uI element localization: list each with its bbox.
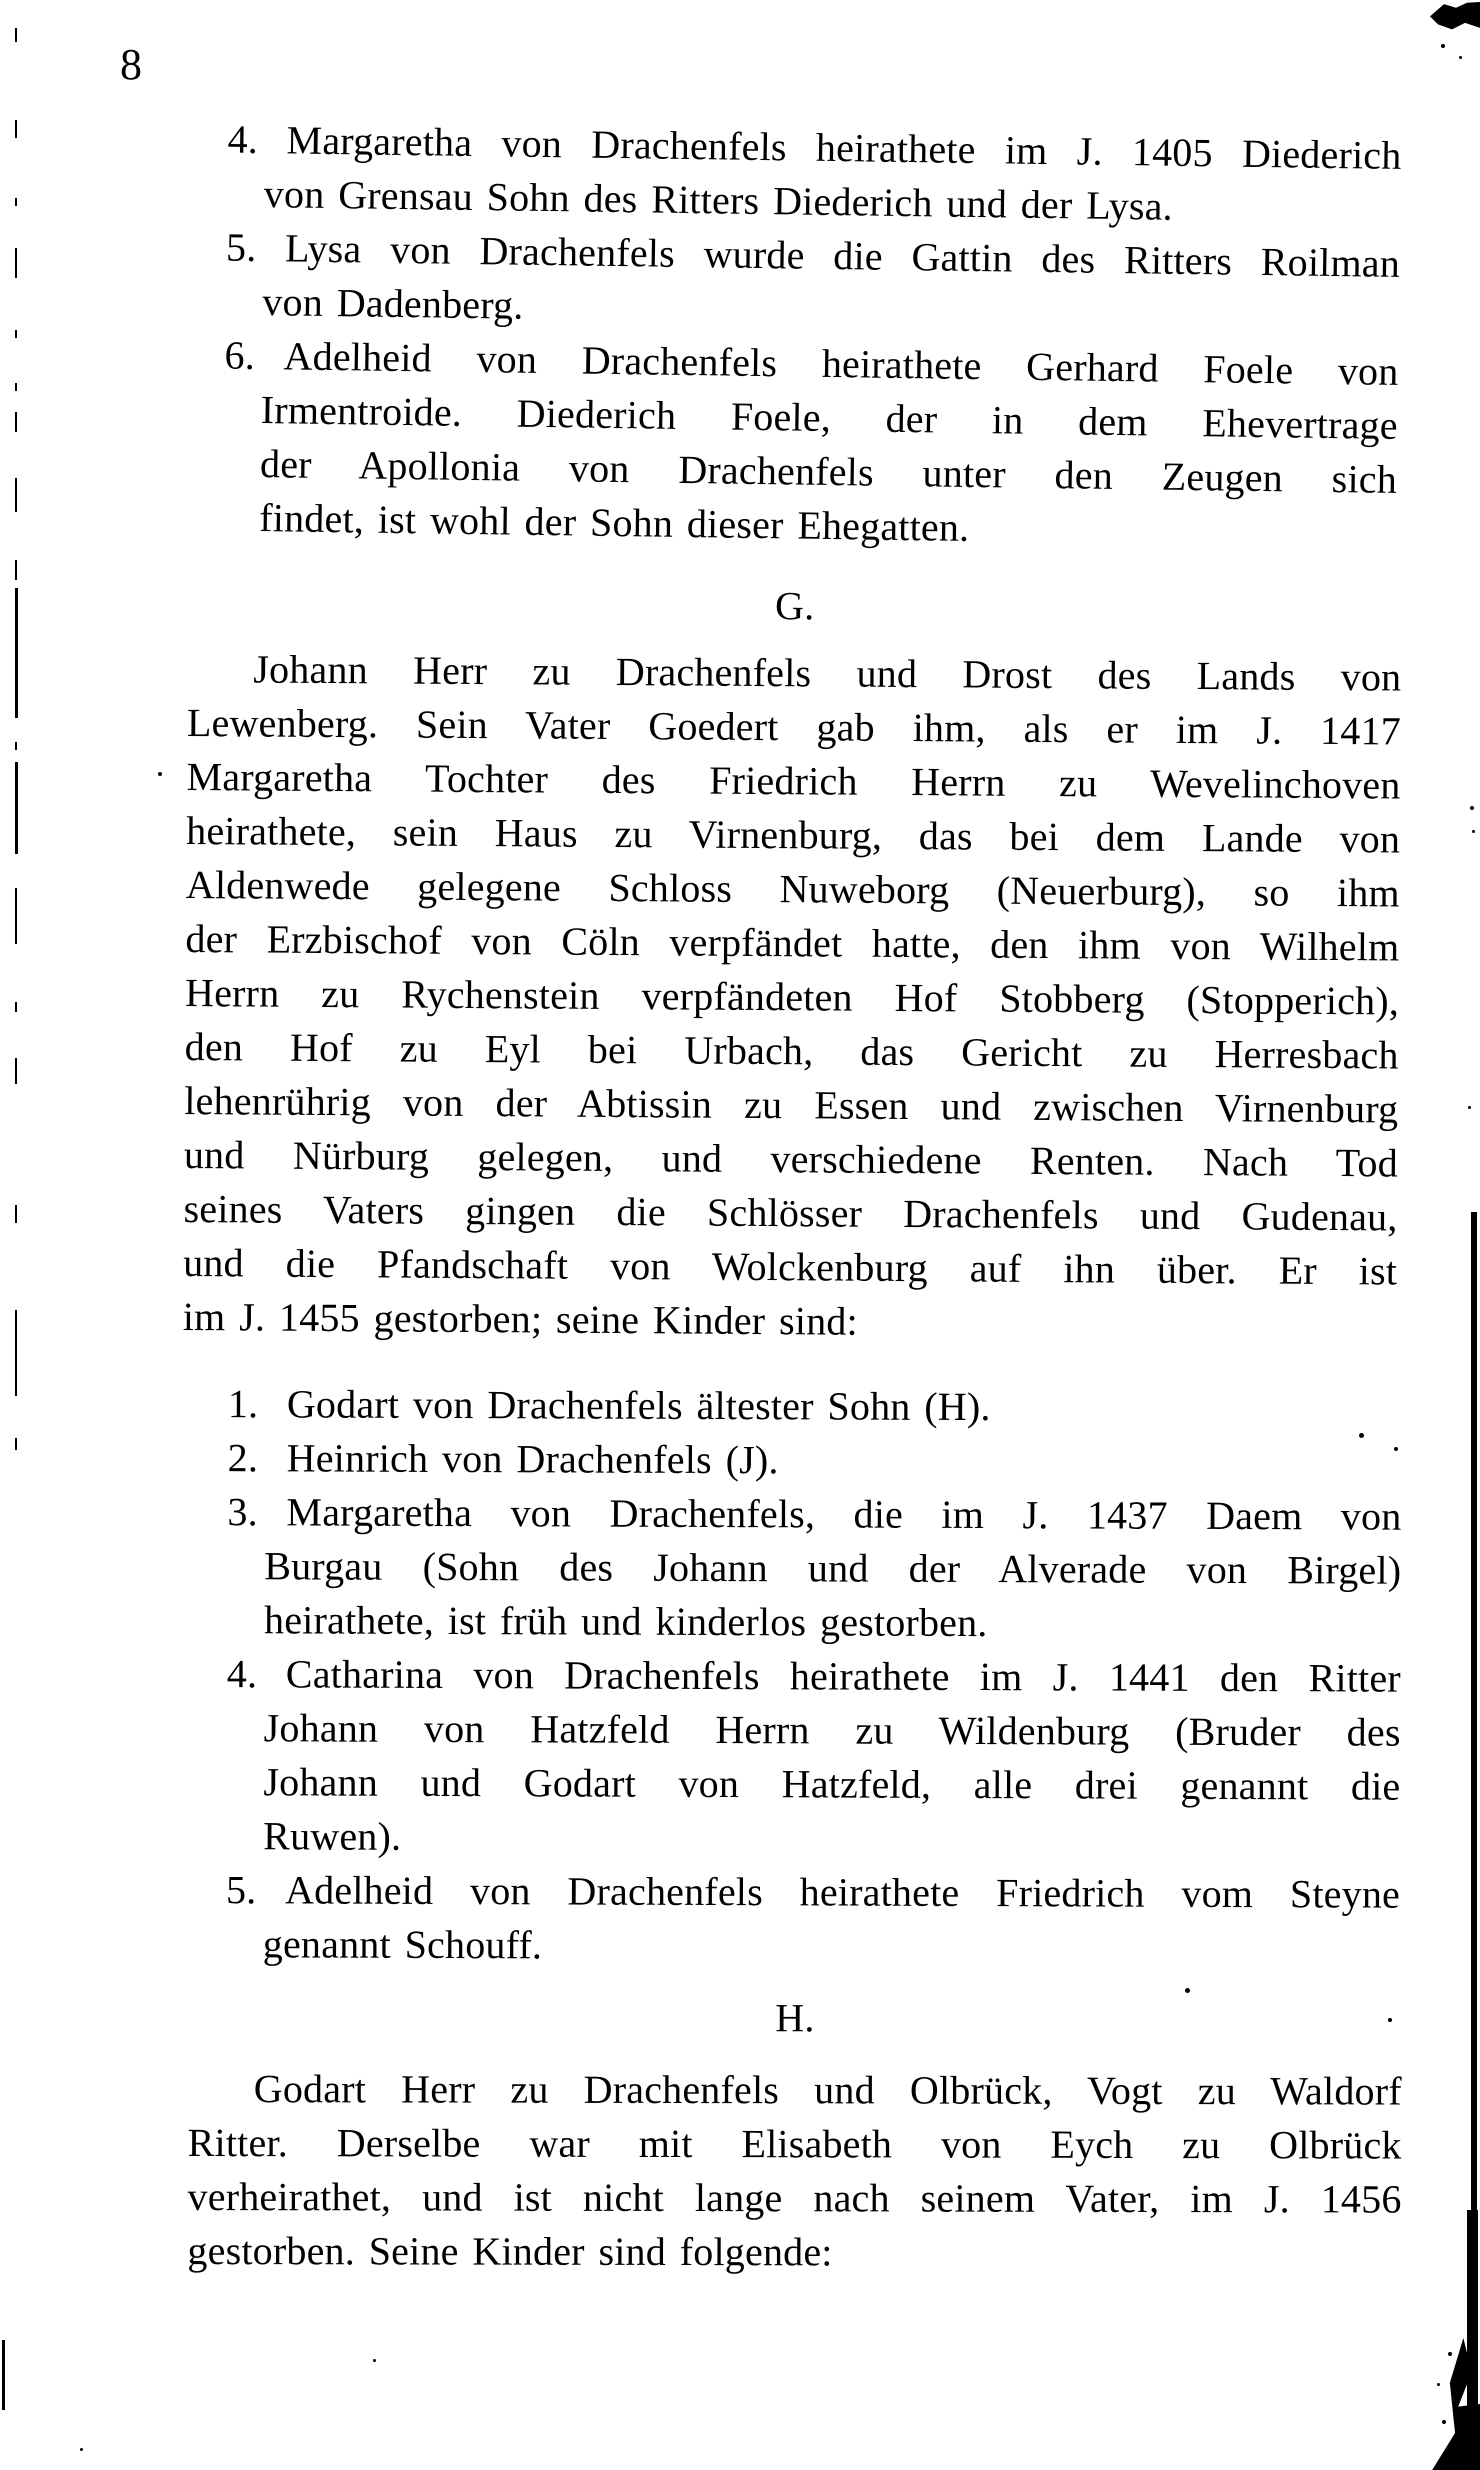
text-line: heirathete, ist früh und kinderlos gestorben. [263,1597,988,1646]
scan-artifact-speck [1472,830,1475,833]
list-item [227,1485,1402,1651]
scan-artifact-left-dash [15,330,17,338]
scan-artifact-speck [1441,44,1445,48]
scan-artifact-speck [1437,2383,1440,2386]
scan-artifact-left-dash [15,120,17,138]
scan-artifact-left-dash [15,1438,17,1450]
scan-artifact-left-dash [15,28,17,42]
text-line: Lewenberg. Sein Vater Goedert gab ihm, als er im J. 1417 [186,699,1402,754]
numbered-list-f [182,112,1402,561]
text-line: Margaretha von Drachenfels heirathete im J. 1405 Diederich [286,117,1402,178]
numbered-list-g-children [186,1377,1402,1976]
list-item-number: 2. [227,1435,259,1481]
text-line: Johann und Godart von Hatzfeld, alle drei genannt die [263,1759,1401,1809]
list-item [225,1863,1401,1975]
page-content [182,112,1402,2278]
list-item [227,113,1402,237]
list-item-text [262,221,1400,345]
text-line: Johann von Hatzfeld Herrn zu Wildenburg (Bruder des [263,1705,1401,1755]
text-line: Aldenwede gelegene Schloss Nuweborg (Neuerburg), so ihm [185,861,1400,916]
text-line: Herrn zu Rychenstein verpfändeten Hof Stobberg (Stopperich), [184,969,1400,1024]
text-line: von Grensau Sohn des Ritters Diederich und der Lysa. [263,171,1174,229]
section-h [187,1990,1402,2281]
scan-artifact-left-dash [15,588,18,718]
text-line: Adelheid von Drachenfels heirathete Gerhard Foele von [283,333,1399,394]
text-line: Catharina von Drachenfels heirathete im J. 1441 den Ritter [285,1651,1401,1701]
list-item-text [263,1863,1400,1975]
text-line: der Erzbischof von Cöln verpfändet hatte, den ihm von Wilhelm [185,915,1400,970]
scan-artifact-left-dash [15,762,18,854]
paragraph-g [183,642,1402,1352]
text-line: Margaretha von Drachenfels, die im J. 1437 Daem von [286,1489,1402,1539]
text-line: heirathete, sein Haus zu Virnenburg, das bei dem Lande von [186,807,1401,862]
list-item-number: 3. [227,1489,258,1535]
text-line: den Hof zu Eyl bei Urbach, das Gericht zu Herresbach [184,1023,1399,1078]
text-line: seines Vaters gingen die Schlösser Drachenfels und Gudenau, [183,1185,1398,1240]
text-line: von Dadenberg. [262,279,524,328]
text-line: Burgau (Sohn des Johann und der Alverade von Birgel) [264,1543,1402,1593]
scan-artifact-top-right-blob [1430,2,1480,38]
page-number: 8 [120,40,143,89]
text-line: Lysa von Drachenfels wurde die Gattin des Ritters Roilman [284,225,1401,286]
text-line: im J. 1455 gestorben; seine Kinder sind: [182,1293,859,1344]
text-line: Godart Herr zu Drachenfels und Olbrück, Vogt zu Waldorf [253,2066,1402,2114]
scan-artifact-left-dash [15,1002,17,1012]
list-item-text [263,1647,1401,1867]
list-item [226,1647,1401,1867]
scan-artifact-speck [1185,1988,1190,1993]
scan-artifact-left-dash [15,383,17,391]
section-g [183,575,1402,1352]
list-item [227,1377,1402,1435]
scan-artifact-left-dash [15,1310,17,1396]
scan-artifact-left-dash [2,2340,5,2410]
list-item-number: 4. [226,1651,258,1697]
text-line: Margaretha Tochter des Friedrich Herrn zu Wevelinchoven [186,753,1401,808]
text-line: Adelheid von Drachenfels heirathete Friedrich vom Steyne [284,1867,1401,1917]
list-item-text [265,1377,1402,1435]
scan-artifact-left-dash [15,478,17,512]
scan-artifact-speck [1470,806,1474,810]
list-item-number: 5. [225,224,257,270]
list-item-text [259,329,1399,561]
text-line: gestorben. Seine Kinder sind folgende: [187,2227,833,2275]
list-item [224,329,1399,561]
text-line: findet, ist wohl der Sohn dieser Ehegatten. [259,495,970,550]
list-item [225,221,1401,345]
text-line: genannt Schouff. [262,1921,543,1968]
list-item-number: 5. [225,1867,257,1913]
scan-artifact-left-dash [15,888,17,944]
text-line: Johann Herr zu Drachenfels und Drost des Lands von [253,646,1402,700]
scan-artifact-speck [1448,2352,1452,2356]
scan-artifact-speck [1442,2420,1446,2424]
list-item-text [263,113,1401,237]
text-line: Heinrich von Drachenfels (J). [286,1435,779,1483]
text-line: und Nürburg gelegen, und verschiedene Renten. Nach Tod [183,1131,1399,1186]
text-line: Ruwen). [263,1813,402,1859]
scan-artifact-left-dash [15,198,17,206]
scan-artifact-left-dash [15,560,17,580]
section-heading-g: G. [774,583,815,629]
scan-artifact-left-dash [15,412,17,432]
list-item-text [265,1431,1402,1489]
scan-artifact-speck [80,2448,83,2451]
list-item-number: 4. [227,116,259,162]
text-line: und die Pfandschaft von Wolckenburg auf ihn über. Er ist [183,1239,1398,1294]
scan-artifact-speck [1388,2018,1392,2022]
scan-artifact-speck [1468,1106,1471,1109]
scan-artifact-left-dash [15,742,17,750]
text-line: Godart von Drachenfels ältester Sohn (H). [286,1381,991,1430]
paragraph-h [187,2062,1401,2281]
scan-artifact-speck [1394,1447,1398,1451]
scan-artifact-speck [1359,1433,1364,1438]
scan-artifact-left-dash [15,1058,17,1084]
list-item-number: 6. [224,332,256,378]
list-item-number: 1. [227,1381,259,1427]
text-line: Ritter. Derselbe war mit Elisabeth von Eych zu Olbrück [187,2119,1402,2168]
scan-artifact-left-dash [15,1205,17,1223]
text-line: Irmentroide. Diederich Foele, der in dem Ehevertrage [260,387,1399,448]
scan-artifact-speck [158,772,162,776]
list-item [227,1431,1402,1489]
section-heading-h: H. [775,1995,815,2041]
list-item-text [264,1485,1402,1651]
scan-artifact-left-dash [15,248,17,278]
scan-artifact-speck [1459,56,1462,59]
text-line: lehenrührig von der Abtissin zu Essen und zwischen Virnenburg [184,1077,1399,1132]
text-line: der Apollonia von Drachenfels unter den Zeugen sich [259,441,1398,502]
text-line: verheirathet, und ist nicht lange nach seinem Vater, im J. 1456 [187,2173,1402,2222]
scan-artifact-speck [373,2359,376,2362]
